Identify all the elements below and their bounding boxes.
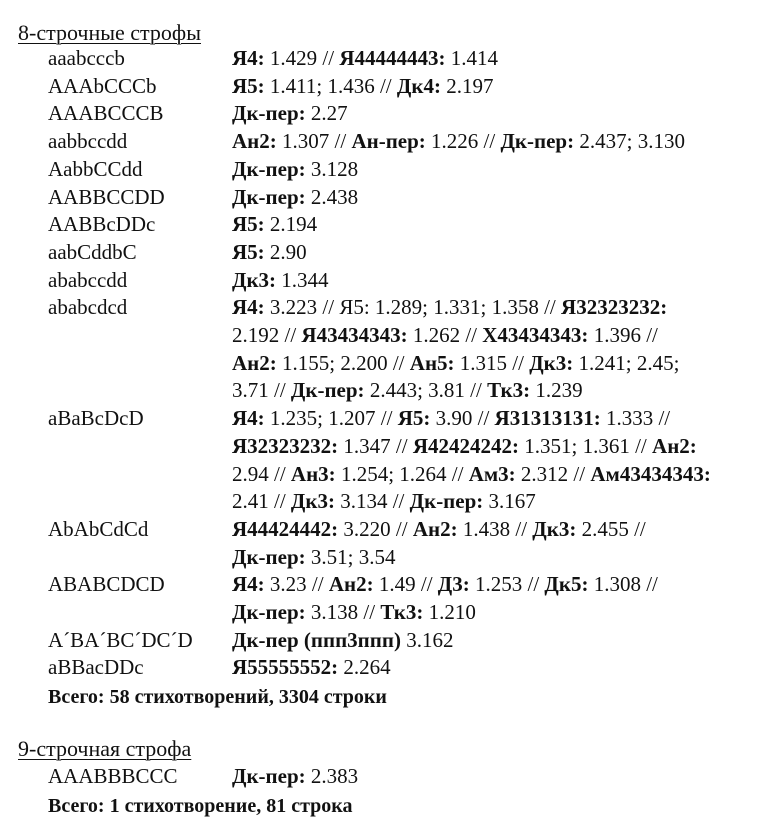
meter-label: Х43434343: — [482, 323, 589, 347]
meter-list — [232, 211, 762, 239]
meter-list — [232, 294, 762, 405]
rhyme-scheme: AAABCCCB — [48, 101, 164, 126]
rhyme-scheme: aaabcccb — [48, 46, 125, 70]
poem-refs: 3.167 — [483, 489, 536, 514]
meter-label: Ан-пер: — [351, 129, 426, 154]
poem-refs: 1.307 // — [276, 129, 352, 154]
meter-label: Я43434343: — [301, 323, 408, 347]
rhyme-scheme: AABBcDDc — [48, 212, 156, 237]
meter-label: Дк-пер: — [232, 184, 306, 209]
rhyme-scheme: AAABBBCCC — [48, 764, 178, 788]
poem-refs: 2.94 // — [232, 461, 291, 486]
poem-refs: 3.51; 3.54 — [305, 544, 396, 569]
meter-label: Я4: — [232, 572, 265, 597]
poem-refs: 1.396 // — [588, 323, 658, 347]
meter-label: Я5: — [397, 406, 431, 431]
meter-label: Дк4: — [396, 73, 441, 98]
rhyme-scheme: aBaBcDcD — [48, 406, 144, 431]
poem-refs: 3.220 // — [338, 516, 413, 541]
meter-label: Я5: — [232, 239, 265, 264]
meter-label: Ам43434343: — [590, 461, 711, 486]
poem-refs: 2.27 — [305, 101, 348, 126]
meter-label: Дк3: — [290, 489, 335, 514]
meter-label: Я4: — [232, 406, 265, 431]
poem-refs: 1.155; 2.200 // — [276, 350, 410, 375]
meter-label: Я32323232: — [232, 433, 339, 458]
poem-refs: 1.333 // — [600, 406, 671, 431]
meter-label: Дк-пер: — [409, 489, 484, 514]
meter-list — [232, 405, 762, 516]
poem-refs: 1.262 // — [407, 323, 483, 347]
meter-list — [232, 100, 762, 128]
meter-label: Дк-пер: — [500, 129, 575, 154]
meter-label: Дк3: — [532, 516, 577, 541]
poem-refs: 1.438 // — [457, 516, 533, 541]
meter-label: Ан2: — [412, 516, 458, 541]
rhyme-scheme: aBBacDDc — [48, 655, 144, 680]
poem-refs: 2.197 — [440, 73, 494, 98]
meter-label: Ан2: — [652, 433, 697, 458]
poem-refs: 1.226 // — [425, 129, 501, 154]
poem-refs: 3.223 // Я5: 1.289; 1.331; 1.358 // — [264, 295, 562, 320]
meter-label: Ан2: — [232, 129, 277, 154]
meter-label: Дк5: — [544, 572, 589, 597]
meter-list — [232, 156, 762, 184]
meter-label: Ан2: — [328, 572, 374, 597]
meter-label: Я44424442: — [232, 516, 339, 541]
meter-label: Дк-пер (ппп3ппп) — [232, 627, 401, 652]
poem-refs: 1.351; 1.361 // — [519, 433, 653, 458]
meter-label: Дк-пер: — [290, 378, 365, 403]
poem-refs: 1.253 // — [469, 572, 545, 597]
section-title-9-line: 9-строчная строфа — [18, 736, 192, 761]
poem-refs: 2.438 — [305, 184, 359, 209]
meter-label: Ам3: — [468, 461, 516, 486]
meter-label: Дк3: — [232, 267, 277, 292]
meter-label: Ан5: — [409, 350, 455, 375]
poem-refs: 1.49 // — [373, 572, 438, 597]
poem-refs: 1.414 — [445, 46, 499, 70]
rhyme-scheme: ababcdcd — [48, 295, 128, 320]
poem-refs: 1.308 // — [588, 572, 658, 597]
meter-label: Я5: — [232, 73, 265, 98]
rhyme-scheme: aabCddbC — [48, 239, 137, 264]
meter-list — [232, 516, 762, 571]
meter-list — [232, 239, 762, 267]
poem-refs: 1.347 // — [338, 433, 413, 458]
poem-refs: 1.254; 1.264 // — [335, 461, 469, 486]
meter-label: Я32323232: — [561, 295, 668, 320]
poem-refs: 3.138 // — [305, 600, 381, 624]
poem-refs: 3.134 // — [334, 489, 410, 514]
meter-label: Я4: — [232, 295, 265, 320]
poem-refs: 3.128 — [305, 156, 359, 181]
meter-label: Дк-пер: — [232, 156, 306, 181]
meter-label: Тк3: — [380, 600, 424, 624]
meter-label: Я44444443: — [339, 46, 446, 70]
meter-list — [232, 128, 762, 156]
meter-list — [232, 45, 762, 73]
rhyme-scheme: ABABCDCD — [48, 572, 165, 597]
poem-refs: 1.239 — [530, 378, 583, 403]
meter-label: Ан2: — [232, 350, 277, 375]
meter-label: Я55555552: — [232, 655, 339, 680]
poem-refs: 2.41 // — [232, 489, 291, 514]
poem-refs: 1.315 // — [454, 350, 530, 375]
meter-label: Я42424242: — [412, 433, 520, 458]
meter-label: Дк-пер: — [232, 764, 306, 788]
poem-refs: 1.429 // — [264, 46, 340, 70]
poem-refs: 2.312 // — [515, 461, 591, 486]
rhyme-scheme: ababccdd — [48, 267, 128, 292]
meter-label: Дк-пер: — [232, 544, 306, 569]
poem-refs: 1.344 — [276, 267, 329, 292]
meter-list — [232, 627, 762, 655]
meter-list — [232, 267, 762, 295]
meter-label: Дк3: — [529, 350, 574, 375]
meter-label: Дк-пер: — [232, 101, 306, 126]
meter-label: Я4: — [232, 46, 265, 70]
poem-refs: 2.264 — [338, 655, 391, 680]
meter-list — [232, 73, 762, 101]
poem-refs: 2.455 // — [576, 516, 646, 541]
rhyme-scheme: AAAbCCCb — [48, 73, 157, 98]
poem-refs: 3.71 // — [232, 378, 291, 403]
rhyme-scheme: aabbccdd — [48, 129, 128, 154]
meter-list — [232, 763, 762, 791]
poem-refs: 2.383 — [305, 764, 359, 788]
meter-label: Тк3: — [487, 378, 531, 403]
meter-list — [232, 571, 762, 626]
meter-label: Ан3: — [290, 461, 336, 486]
rhyme-scheme: AABBCCDD — [48, 184, 165, 209]
section-total: Всего: 1 стихотворение, 81 строка — [48, 795, 353, 817]
poem-refs: 3.90 // — [430, 406, 495, 431]
rhyme-scheme: AabbCCdd — [48, 156, 143, 181]
meter-label: Я31313131: — [494, 406, 601, 431]
rhyme-scheme: AbAbCdCd — [48, 516, 149, 541]
poem-refs: 3.23 // — [264, 572, 329, 597]
poem-refs: 1.411; 1.436 // — [264, 73, 397, 98]
meter-label: Я5: — [232, 212, 265, 237]
poem-refs: 2.443; 3.81 // — [364, 378, 488, 403]
meter-label: Д3: — [437, 572, 470, 597]
poem-refs: 2.90 — [264, 239, 307, 264]
meter-label: Дк-пер: — [232, 600, 306, 624]
meter-list — [232, 184, 762, 212]
meter-list — [232, 654, 762, 682]
section-title-8-line: 8-строчные строфы — [18, 20, 201, 45]
rhyme-scheme: A´BA´BC´DC´D — [48, 627, 193, 652]
poem-refs: 3.162 — [400, 627, 454, 652]
poem-refs: 1.210 — [423, 600, 476, 624]
poem-refs: 2.194 — [264, 212, 318, 237]
poem-refs: 2.437; 3.130 — [574, 129, 685, 154]
section-total: Всего: 58 стихотворений, 3304 строки — [48, 686, 387, 708]
poem-refs: 1.235; 1.207 // — [264, 406, 398, 431]
poem-refs: 1.241; 2.45; — [573, 350, 680, 375]
poem-refs: 2.192 // — [232, 323, 302, 347]
